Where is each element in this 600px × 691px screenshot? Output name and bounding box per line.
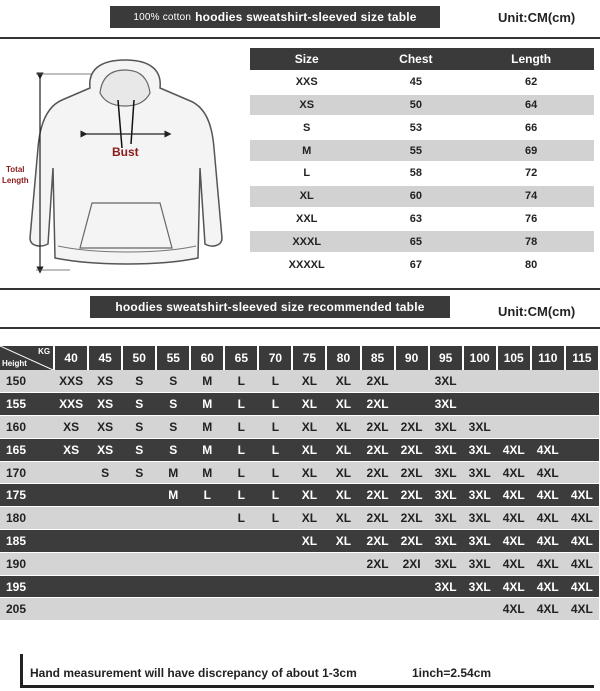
footer-note: Hand measurement will have discrepancy of about 1-3cm: [30, 666, 357, 680]
size-recommendation-cell: 4XL: [497, 552, 531, 575]
size-recommendation-cell: 4XL: [565, 507, 599, 530]
size-recommendation-cell: [190, 530, 224, 553]
height-cell: 150: [0, 370, 54, 393]
banner-prefix: 100% cotton: [133, 11, 192, 23]
size-recommendation-cell: XL: [292, 393, 326, 416]
size-recommendation-cell: 3XL: [429, 530, 463, 553]
size-recommendation-cell: M: [156, 461, 190, 484]
size-recommendation-cell: [497, 370, 531, 393]
size-recommendation-cell: XL: [292, 438, 326, 461]
size-recommendation-cell: [54, 598, 88, 621]
size-recommendation-cell: 4XL: [565, 484, 599, 507]
mid-banner: [90, 296, 450, 318]
size-recommendation-cell: 2XL: [395, 484, 429, 507]
size-recommendation-cell: 3XL: [463, 552, 497, 575]
height-row: [0, 393, 599, 416]
header-length: Length: [468, 48, 594, 71]
size-recommendation-cell: 4XL: [497, 530, 531, 553]
size-recommendation-cell: [156, 552, 190, 575]
size-recommendation-cell: [54, 507, 88, 530]
height-row: [0, 598, 599, 621]
height-cell: 165: [0, 438, 54, 461]
size-recommendation-cell: XL: [326, 393, 360, 416]
size-recommendation-cell: [88, 598, 122, 621]
corner-height: Height: [2, 359, 27, 368]
height-cell: 180: [0, 507, 54, 530]
length-cell: 72: [468, 162, 594, 185]
size-recommendation-cell: [122, 575, 156, 598]
size-recommendation-cell: 2XL: [361, 370, 395, 393]
header-size: Size: [250, 48, 363, 71]
size-recommendation-cell: [224, 575, 258, 598]
size-recommendation-cell: 2XL: [395, 461, 429, 484]
size-recommendation-cell: [122, 552, 156, 575]
size-recommendation-cell: XL: [292, 530, 326, 553]
size-recommendation-cell: [122, 484, 156, 507]
size-recommendation-cell: 3XL: [463, 484, 497, 507]
size-recommendation-cell: [463, 370, 497, 393]
size-recommendation-cell: S: [156, 370, 190, 393]
corner-cell: [0, 346, 54, 370]
size-row: [250, 185, 594, 208]
size-recommendation-cell: M: [190, 438, 224, 461]
weight-header: 100: [463, 346, 497, 370]
size-recommendation-cell: [88, 552, 122, 575]
size-cell: S: [250, 116, 363, 139]
size-table: [250, 48, 594, 276]
size-recommendation-cell: 2XL: [395, 416, 429, 439]
corner-kg: KG: [38, 347, 51, 356]
size-recommendation-cell: 4XL: [497, 598, 531, 621]
size-recommendation-cell: 3XL: [463, 575, 497, 598]
size-cell: L: [250, 162, 363, 185]
size-recommendation-cell: 4XL: [531, 598, 565, 621]
size-row: [250, 116, 594, 139]
size-recommendation-cell: S: [88, 461, 122, 484]
size-recommendation-cell: L: [258, 484, 292, 507]
height-cell: 190: [0, 552, 54, 575]
height-cell: 195: [0, 575, 54, 598]
height-row: [0, 484, 599, 507]
size-recommendation-cell: [292, 598, 326, 621]
size-row: [250, 230, 594, 253]
size-recommendation-cell: [565, 370, 599, 393]
size-recommendation-cell: 4XL: [531, 530, 565, 553]
size-recommendation-cell: M: [156, 484, 190, 507]
size-recommendation-cell: [292, 552, 326, 575]
size-recommendation-cell: [395, 370, 429, 393]
size-recommendation-cell: 3XL: [429, 461, 463, 484]
size-recommendation-cell: 4XL: [531, 484, 565, 507]
size-recommendation-cell: [497, 416, 531, 439]
size-recommendation-cell: [224, 530, 258, 553]
size-recommendation-cell: S: [122, 461, 156, 484]
height-cell: 185: [0, 530, 54, 553]
size-row: [250, 71, 594, 94]
size-recommendation-cell: [122, 530, 156, 553]
size-recommendation-cell: [190, 575, 224, 598]
size-recommendation-cell: 3XL: [463, 530, 497, 553]
size-recommendation-cell: S: [122, 370, 156, 393]
size-recommendation-cell: XL: [326, 484, 360, 507]
size-cell: XXXXL: [250, 253, 363, 276]
size-recommendation-cell: XL: [292, 461, 326, 484]
size-recommendation-cell: XS: [88, 438, 122, 461]
weight-header: 45: [88, 346, 122, 370]
size-recommendation-cell: XS: [88, 393, 122, 416]
size-row: [250, 139, 594, 162]
size-cell: XL: [250, 185, 363, 208]
size-recommendation-cell: 2XL: [395, 507, 429, 530]
size-recommendation-cell: M: [190, 393, 224, 416]
size-recommendation-cell: [497, 393, 531, 416]
size-recommendation-cell: 3XL: [463, 507, 497, 530]
size-cell: XXXL: [250, 230, 363, 253]
size-recommendation-cell: [88, 484, 122, 507]
size-recommendation-cell: [565, 416, 599, 439]
size-recommendation-cell: L: [224, 484, 258, 507]
size-recommendation-cell: 3XL: [463, 416, 497, 439]
size-recommendation-cell: 3XL: [429, 370, 463, 393]
size-recommendation-cell: S: [156, 416, 190, 439]
size-recommendation-cell: [395, 598, 429, 621]
height-row: [0, 530, 599, 553]
size-recommendation-cell: 3XL: [429, 507, 463, 530]
length-cell: 76: [468, 208, 594, 231]
chest-cell: 65: [363, 230, 468, 253]
size-recommendation-cell: 4XL: [531, 507, 565, 530]
size-recommendation-cell: [54, 575, 88, 598]
height-cell: 155: [0, 393, 54, 416]
unit-label-top: Unit:CM(cm): [498, 10, 576, 25]
header-chest: Chest: [363, 48, 468, 71]
hood-icon: [100, 70, 150, 106]
size-recommendation-cell: XS: [54, 416, 88, 439]
chest-cell: 50: [363, 94, 468, 117]
top-divider: [0, 37, 600, 39]
size-recommendation-cell: 4XL: [565, 530, 599, 553]
size-recommendation-cell: [224, 598, 258, 621]
size-recommendation-cell: [54, 552, 88, 575]
size-recommendation-cell: L: [258, 438, 292, 461]
size-row: [250, 162, 594, 185]
size-recommendation-cell: XXS: [54, 393, 88, 416]
size-recommendation-cell: L: [258, 461, 292, 484]
size-recommendation-cell: L: [258, 370, 292, 393]
mid-divider-2: [0, 327, 600, 329]
size-recommendation-cell: [395, 575, 429, 598]
size-recommendation-cell: [190, 598, 224, 621]
size-recommendation-cell: [361, 575, 395, 598]
length-label: Length: [2, 176, 29, 185]
size-recommendation-cell: [156, 507, 190, 530]
size-recommendation-cell: M: [190, 370, 224, 393]
weight-header: 55: [156, 346, 190, 370]
size-recommendation-cell: L: [224, 393, 258, 416]
weight-header: 115: [565, 346, 599, 370]
size-recommendation-cell: XL: [292, 507, 326, 530]
size-recommendation-cell: [258, 575, 292, 598]
size-recommendation-cell: [463, 598, 497, 621]
size-recommendation-cell: XS: [88, 416, 122, 439]
size-recommendation-cell: L: [224, 461, 258, 484]
size-recommendation-cell: [395, 393, 429, 416]
size-recommendation-cell: 4XL: [497, 438, 531, 461]
weight-header: 60: [190, 346, 224, 370]
recommended-table: [0, 346, 600, 621]
weight-header: 50: [122, 346, 156, 370]
size-recommendation-cell: [429, 598, 463, 621]
height-row: [0, 461, 599, 484]
size-recommendation-cell: [463, 393, 497, 416]
size-recommendation-cell: [531, 393, 565, 416]
chest-cell: 53: [363, 116, 468, 139]
size-row: [250, 94, 594, 117]
chest-cell: 63: [363, 208, 468, 231]
size-recommendation-cell: 4XL: [497, 575, 531, 598]
weight-header: 95: [429, 346, 463, 370]
size-recommendation-cell: 4XL: [531, 461, 565, 484]
total-label: Total: [6, 165, 25, 174]
size-recommendation-cell: [190, 552, 224, 575]
size-recommendation-cell: S: [156, 438, 190, 461]
size-recommendation-cell: L: [224, 438, 258, 461]
size-recommendation-cell: [54, 484, 88, 507]
size-recommendation-cell: [565, 461, 599, 484]
size-recommendation-cell: 2XL: [395, 438, 429, 461]
size-row: [250, 253, 594, 276]
size-recommendation-cell: [122, 507, 156, 530]
weight-header: 105: [497, 346, 531, 370]
size-recommendation-cell: [292, 575, 326, 598]
size-recommendation-cell: [122, 598, 156, 621]
size-recommendation-cell: L: [190, 484, 224, 507]
size-recommendation-cell: 3XL: [429, 393, 463, 416]
size-recommendation-cell: 2XL: [361, 530, 395, 553]
size-recommendation-cell: M: [190, 461, 224, 484]
mid-divider: [0, 288, 600, 290]
size-recommendation-cell: [361, 598, 395, 621]
size-recommendation-cell: [156, 530, 190, 553]
size-recommendation-cell: [156, 598, 190, 621]
size-recommendation-cell: [326, 575, 360, 598]
banner-title: hoodies sweatshirt-sleeved size table: [195, 10, 417, 24]
top-banner: [110, 6, 440, 28]
size-recommendation-cell: [258, 530, 292, 553]
size-recommendation-cell: 2XL: [361, 438, 395, 461]
size-recommendation-cell: L: [224, 370, 258, 393]
size-recommendation-cell: [565, 393, 599, 416]
size-recommendation-cell: 3XL: [429, 438, 463, 461]
length-cell: 80: [468, 253, 594, 276]
height-row: [0, 370, 599, 393]
size-recommendation-cell: S: [122, 416, 156, 439]
size-recommendation-cell: 3XL: [463, 461, 497, 484]
size-recommendation-cell: [258, 598, 292, 621]
size-recommendation-cell: [156, 575, 190, 598]
size-recommendation-cell: 3XL: [429, 484, 463, 507]
size-row: [250, 208, 594, 231]
chest-cell: 60: [363, 185, 468, 208]
size-recommendation-cell: L: [224, 416, 258, 439]
weight-header: 80: [326, 346, 360, 370]
height-row: [0, 416, 599, 439]
size-recommendation-cell: [54, 530, 88, 553]
height-row: [0, 438, 599, 461]
size-recommendation-cell: 4XL: [497, 461, 531, 484]
footer-conversion: 1inch=2.54cm: [412, 666, 492, 680]
size-recommendation-cell: 2XL: [361, 393, 395, 416]
size-recommendation-cell: [565, 438, 599, 461]
size-recommendation-cell: [88, 507, 122, 530]
size-recommendation-cell: [88, 530, 122, 553]
length-cell: 69: [468, 139, 594, 162]
chest-cell: 58: [363, 162, 468, 185]
size-recommendation-cell: 3XL: [429, 416, 463, 439]
size-recommendation-cell: S: [156, 393, 190, 416]
size-recommendation-cell: 2XL: [361, 552, 395, 575]
height-row: [0, 552, 599, 575]
size-recommendation-cell: [190, 507, 224, 530]
hoodie-diagram: [0, 48, 250, 280]
size-recommendation-cell: XL: [326, 438, 360, 461]
length-cell: 64: [468, 94, 594, 117]
size-recommendation-cell: L: [258, 393, 292, 416]
length-cell: 74: [468, 185, 594, 208]
size-recommendation-cell: XXS: [54, 370, 88, 393]
size-recommendation-cell: XS: [88, 370, 122, 393]
size-recommendation-cell: [88, 575, 122, 598]
size-recommendation-cell: 4XL: [497, 507, 531, 530]
size-recommendation-cell: XL: [326, 530, 360, 553]
length-cell: 78: [468, 230, 594, 253]
size-cell: XS: [250, 94, 363, 117]
size-recommendation-cell: 4XL: [565, 598, 599, 621]
size-recommendation-cell: [258, 552, 292, 575]
length-cell: 66: [468, 116, 594, 139]
weight-header: 65: [224, 346, 258, 370]
chest-cell: 45: [363, 71, 468, 94]
size-recommendation-cell: [224, 552, 258, 575]
size-recommendation-cell: [54, 461, 88, 484]
height-row: [0, 575, 599, 598]
size-recommendation-cell: XL: [326, 461, 360, 484]
size-recommendation-cell: S: [122, 393, 156, 416]
size-recommendation-cell: XL: [326, 370, 360, 393]
size-recommendation-cell: 2XL: [395, 530, 429, 553]
size-recommendation-cell: XL: [292, 416, 326, 439]
size-cell: XXS: [250, 71, 363, 94]
size-recommendation-cell: 4XL: [531, 575, 565, 598]
size-recommendation-cell: 2XI: [395, 552, 429, 575]
size-recommendation-cell: L: [258, 507, 292, 530]
size-recommendation-cell: 2XL: [361, 484, 395, 507]
size-recommendation-cell: [531, 416, 565, 439]
size-recommendation-cell: L: [224, 507, 258, 530]
size-recommendation-cell: 4XL: [531, 438, 565, 461]
size-recommendation-cell: XS: [54, 438, 88, 461]
weight-header: 110: [531, 346, 565, 370]
size-recommendation-cell: [326, 598, 360, 621]
weight-header: 40: [54, 346, 88, 370]
size-recommendation-cell: S: [122, 438, 156, 461]
height-cell: 160: [0, 416, 54, 439]
size-cell: XXL: [250, 208, 363, 231]
size-recommendation-cell: 4XL: [565, 552, 599, 575]
size-recommendation-cell: L: [258, 416, 292, 439]
size-cell: M: [250, 139, 363, 162]
size-recommendation-cell: 2XL: [361, 416, 395, 439]
length-cell: 62: [468, 71, 594, 94]
weight-header: 85: [361, 346, 395, 370]
mid-banner-title: hoodies sweatshirt-sleeved size recommended table: [115, 300, 425, 314]
height-row: [0, 507, 599, 530]
size-recommendation-cell: XL: [292, 484, 326, 507]
size-recommendation-cell: XL: [326, 507, 360, 530]
size-recommendation-cell: [326, 552, 360, 575]
size-recommendation-cell: 2XL: [361, 507, 395, 530]
height-cell: 170: [0, 461, 54, 484]
size-recommendation-cell: 4XL: [531, 552, 565, 575]
size-recommendation-cell: M: [190, 416, 224, 439]
size-recommendation-cell: XL: [326, 416, 360, 439]
size-recommendation-cell: 3XL: [463, 438, 497, 461]
unit-label-mid: Unit:CM(cm): [498, 304, 576, 319]
height-cell: 205: [0, 598, 54, 621]
bust-label: Bust: [112, 145, 139, 159]
size-recommendation-cell: 4XL: [497, 484, 531, 507]
size-recommendation-cell: 2XL: [361, 461, 395, 484]
size-recommendation-cell: 3XL: [429, 552, 463, 575]
size-recommendation-cell: [531, 370, 565, 393]
size-recommendation-cell: XL: [292, 370, 326, 393]
weight-header: 75: [292, 346, 326, 370]
chest-cell: 67: [363, 253, 468, 276]
chest-cell: 55: [363, 139, 468, 162]
size-recommendation-cell: 3XL: [429, 575, 463, 598]
weight-header: 90: [395, 346, 429, 370]
height-cell: 175: [0, 484, 54, 507]
size-recommendation-cell: 4XL: [565, 575, 599, 598]
weight-header: 70: [258, 346, 292, 370]
